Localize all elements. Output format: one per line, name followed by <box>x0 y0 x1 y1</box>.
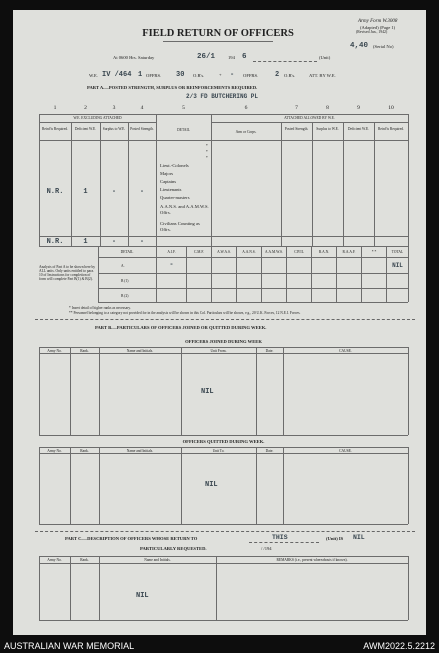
table-line <box>283 447 284 524</box>
analysis-head: R.A.N. <box>318 250 330 254</box>
part-b-title: PART B.—PARTICULARS OF OFFICERS JOINED OR QUITTED DURING WEEK. <box>95 325 267 330</box>
quitted-head: Name and Initials. <box>126 449 154 453</box>
rank-label: Civilians Counting as Offrs. <box>160 221 200 232</box>
analysis-head: DETAIL <box>120 250 134 254</box>
part-c-nil-value: NIL <box>353 534 365 541</box>
analysis-total-value: NIL <box>392 262 403 269</box>
table-line <box>39 236 408 237</box>
ors-value-1: 30 <box>176 71 185 79</box>
col-number: 5 <box>182 105 185 111</box>
quitted-title: OFFICERS QUITTED DURING WEEK. <box>182 439 265 444</box>
table-line <box>408 347 409 435</box>
table-line <box>408 246 409 302</box>
title-underline <box>163 41 273 42</box>
right-head: Arm or Corps. <box>235 130 257 134</box>
table-line <box>70 556 71 620</box>
col-number: 10 <box>388 105 394 111</box>
rank-label: Majors <box>160 171 174 176</box>
date-value: 26/1 <box>197 53 216 61</box>
joined-title: OFFICERS JOINED DURING WEEK <box>185 339 262 344</box>
analysis-row-label: A. <box>121 264 125 268</box>
att-label: ATT. BY W.E. <box>309 73 336 78</box>
table-line <box>39 620 408 621</box>
serial-label: (Serial No) <box>373 44 394 49</box>
row2-posted: - <box>139 238 145 246</box>
year-prefix: 194 <box>228 55 235 60</box>
part-c-nil: NIL <box>136 592 149 600</box>
unit-name: 2/3 FD BUTCHERING PL <box>186 93 259 100</box>
table-line <box>128 122 129 246</box>
col-number: 4 <box>140 105 144 111</box>
offrs-label-2: OFFRS. <box>243 73 259 78</box>
row2-reinf: N.R. <box>46 238 64 246</box>
section-divider <box>35 319 415 320</box>
table-line <box>70 447 71 524</box>
analysis-head: A.W.A.S. <box>217 250 231 254</box>
part-c-head: Rank. <box>80 558 89 562</box>
table-line <box>39 140 408 141</box>
analysis-note: Analysis of Part A to be shown here by ALL units. Only units entitled to para. 10 of Instructions for completion of form will complete Part B(1) & B(2). <box>39 265 96 281</box>
analysis-head: A.A.M.W.S. <box>265 250 283 254</box>
rank-label: Lieutenants <box>160 187 182 192</box>
table-line <box>39 114 408 115</box>
rank-label: A.A.N.S. and A.A.M.W.S. Offrs. <box>160 204 209 215</box>
unit-label: (Unit) <box>319 55 331 60</box>
joined-head: Name and Initials. <box>126 349 154 353</box>
col-number: 8 <box>326 105 329 111</box>
table-line <box>71 122 72 246</box>
table-line <box>386 246 387 302</box>
ors-label-1: O.R's. <box>193 73 205 78</box>
rank-label: Quarter-masters <box>160 195 190 200</box>
joined-head: Date. <box>265 349 274 353</box>
table-line <box>39 524 408 525</box>
table-line <box>156 246 157 302</box>
table-line <box>39 353 408 354</box>
table-line <box>281 122 282 246</box>
table-line <box>39 347 408 348</box>
left-head: Deficient W.E. <box>74 127 97 131</box>
analysis-head: R.A.A.F. <box>342 250 356 254</box>
quitted-head: Unit To. <box>212 449 225 453</box>
table-line <box>336 246 337 302</box>
table-line <box>39 556 408 557</box>
table-line <box>186 246 187 302</box>
row1-surplus: - <box>111 188 117 196</box>
table-line <box>236 246 237 302</box>
offrs-label-1: OFFRS. <box>146 73 162 78</box>
rank-label: Lieut.-Colonels <box>160 163 189 168</box>
table-line <box>211 122 408 123</box>
year-value: 6 <box>242 53 247 61</box>
part-a-title: PART A.—POSTED STRENGTH, SURPLUS OR REINFORCEMENTS REQUIRED. <box>87 85 258 90</box>
table-line <box>216 556 217 620</box>
quitted-nil: NIL <box>205 481 218 489</box>
table-line <box>408 447 409 524</box>
analysis-row-label: B (1) <box>121 279 129 283</box>
table-line <box>211 246 212 302</box>
table-line <box>100 122 101 246</box>
row2-surplus: - <box>111 238 117 246</box>
section-divider <box>35 531 415 532</box>
row2-deficient: 1 <box>83 238 88 246</box>
joined-head: Unit From. <box>210 349 227 353</box>
table-line <box>256 447 257 524</box>
footnote-1: * Insert detail of higher ranks as necessary. <box>69 306 131 310</box>
offrs-value-2: - <box>230 71 235 79</box>
col-number: 7 <box>295 105 298 111</box>
table-line <box>311 246 312 302</box>
unit-blank <box>253 61 317 62</box>
col-number: 9 <box>357 105 360 111</box>
table-line <box>39 563 408 564</box>
this-value: THIS <box>272 534 288 541</box>
table-line <box>286 246 287 302</box>
col-number: 6 <box>244 105 248 111</box>
right-head: Reinf'ts Required. <box>378 127 404 131</box>
row1-posted: - <box>139 188 145 196</box>
row1-deficient: 1 <box>83 188 88 196</box>
unit-blank <box>249 542 319 543</box>
left-head: Reinf'ts Required. <box>42 127 68 131</box>
table-line <box>70 347 71 435</box>
table-line <box>361 246 362 302</box>
joined-head: Rank. <box>80 349 89 353</box>
quitted-head: CAUSE. <box>339 449 352 453</box>
table-line <box>39 347 40 435</box>
ors-label-2: O.R's. <box>284 73 296 78</box>
joined-head: Army No. <box>47 349 62 353</box>
table-line <box>39 435 408 436</box>
we-value: IV /464 <box>102 71 132 79</box>
table-line <box>39 246 408 247</box>
joined-head: CAUSE. <box>339 349 352 353</box>
quitted-head: Army No. <box>47 449 62 453</box>
table-line <box>408 114 409 246</box>
table-line <box>39 122 156 123</box>
table-line <box>374 122 375 246</box>
detail-label: DETAIL <box>177 128 190 132</box>
table-line <box>283 347 284 435</box>
form-title: FIELD RETURN OF OFFICERS <box>142 28 294 39</box>
table-line <box>99 347 100 435</box>
left-head: Posted Strength. <box>130 127 154 131</box>
part-c-date-blank: / /194 <box>261 546 272 551</box>
analysis-head: A.I.F. <box>167 250 176 254</box>
at-label: At 0600 Hrs. Saturday <box>113 55 155 60</box>
table-line <box>312 122 313 246</box>
left-head: Surplus to W.E. <box>102 127 126 131</box>
table-line <box>181 447 182 524</box>
attached-allowed-label: ATTACHED ALLOWED BY W.E. <box>284 116 335 120</box>
part-c-head: REMARKS (i.e., present whereabouts if known). <box>276 558 348 562</box>
ors-value-2: 2 <box>275 71 280 79</box>
analysis-head: TOTAL <box>391 250 404 254</box>
part-c-title-line2: PARTICULARLY REQUESTED. <box>140 546 207 551</box>
right-head: Surplus to W.E. <box>316 127 339 131</box>
army-form-line1: Army Form W.3008 <box>358 19 398 24</box>
col-number: 2 <box>84 105 87 111</box>
analysis-aif-value: - <box>169 261 174 269</box>
table-line <box>99 447 100 524</box>
footnote-2: ** Personnel belonging to a category not provided for in the analysis will be shown in this Col. Particulars will be shown, e.g., 20 U.K. Forces, 12 N.E.I. Forces. <box>69 311 301 315</box>
row1-reinf: N.R. <box>46 188 64 196</box>
analysis-head: A.A.N.S. <box>242 250 256 254</box>
army-form-line3: (Revised Jan., 1942) <box>356 30 388 34</box>
rank-label: Captains <box>160 179 177 184</box>
table-line <box>98 302 408 303</box>
we-label: W.E. <box>89 73 99 78</box>
analysis-head: * * <box>371 250 377 254</box>
right-head: Posted Strength. <box>284 127 309 131</box>
table-line <box>39 556 40 620</box>
table-line <box>39 453 408 454</box>
table-line <box>408 556 409 620</box>
table-line <box>39 114 40 246</box>
table-line <box>39 447 40 524</box>
table-line <box>39 447 408 448</box>
table-line <box>256 347 257 435</box>
we-excluding-label: W.E. EXCLUDING ATTACHED <box>73 116 122 120</box>
joined-nil: NIL <box>201 388 214 396</box>
part-c-head: Army No. <box>47 558 62 562</box>
table-line <box>181 347 182 435</box>
form-sheet: FIELD RETURN OF OFFICERS Army Form W.3008 (Adapted) (Page 1) (Revised Jan., 1942) 4,40 (Serial No) At 0600 Hrs. Saturday 26/1 194 6 (Unit) W.E. IV /464 1 OFFRS. 30 O.R's. + - OFFRS. 2 O.R's. ATT. BY W.E. PART A.—POSTED STRENGTH, SURPLUS OR REINFORCEMENTS REQUIRED. 2/3 FD BUTCHERING PL 1 2 3 4 5 6 7 8 9 10 W.E. EXCLUDING ATTACHED ATTACHED ALLOWED BY W.E. DETAIL Reinf'ts Required. Deficient W.E. Surplus to W.E. Posted Strength. Arm or Corps. Posted Strength. Surplus to W.E. Deficient W.E. Reinf'ts Required. * * * Lieut.-Colonels Majors Captains Lieutenants Quarter-masters A.A.N.S. and A.A.M.W.S. Offrs. Civilians Counting as Offrs. N.R. 1 - - N.R. 1 - - Analysis of Part A to be shown here by ALL units. Only units entitled to para. 10 of Instructions for completion of form will complete Part B(1) & B(2). DETAIL A.I.F. C.M.F. A.W.A.S. A.A.N.S. A.A.M.W.S. CIVIL R.A.N. R.A.A.F. * * TOTAL A. B (1) B (2) - NIL * Insert detail of higher ranks as necessary. ** Personnel belonging to a category not provided for in the analysis will be shown in this Col. Particulars will be shown, e.g., 20 U.K. Forces, 12 N.E.I. Forces. PART B.—PARTICULARS OF OFFICERS JOINED OR QUITTED DURING WEEK. OFFICERS JOINED DURING WEEK Army No. Rank. Name and Initials. Unit From. Date. CAUSE. NIL OFFICERS QUITTED DURING WEEK. Army No. Rank. Name and Initials. Unit To. Date. CAUSE. NIL PART C.—DESCRIPTION OF OFFICERS WHOSE RETURN TO THIS (Unit) IS NIL PARTICULARLY REQUESTED. / /194 Army No. Rank. Name and Initials. REMARKS (i.e., present whereabouts if known). NIL <box>13 10 426 635</box>
footer-left: AUSTRALIAN WAR MEMORIAL <box>4 641 135 651</box>
table-line <box>98 246 99 302</box>
right-head: Deficient W.E. <box>347 127 370 131</box>
quitted-head: Date. <box>265 449 274 453</box>
col-number: 1 <box>53 105 57 111</box>
table-line <box>261 246 262 302</box>
serial-value: 4,40 <box>350 42 369 50</box>
analysis-row-label: B (2) <box>121 294 129 298</box>
offrs-value-1: 1 <box>138 71 143 79</box>
table-line <box>343 122 344 246</box>
army-form-line2: (Adapted) (Page 1) <box>360 25 396 30</box>
table-line <box>156 114 157 246</box>
plus-sign: + <box>219 72 222 77</box>
part-c-head: Name and Initials. <box>144 558 171 562</box>
part-c-title: PART C.—DESCRIPTION OF OFFICERS WHOSE RETURN TO <box>65 536 198 541</box>
footer-right: AWM2022.5.2212 <box>363 641 435 651</box>
quitted-head: Rank. <box>80 449 89 453</box>
unit-is-label: (Unit) IS <box>326 536 344 541</box>
table-line <box>99 556 100 620</box>
analysis-head: CIVIL <box>294 250 304 254</box>
analysis-head: C.M.F. <box>194 250 204 254</box>
col-number: 3 <box>112 105 116 111</box>
